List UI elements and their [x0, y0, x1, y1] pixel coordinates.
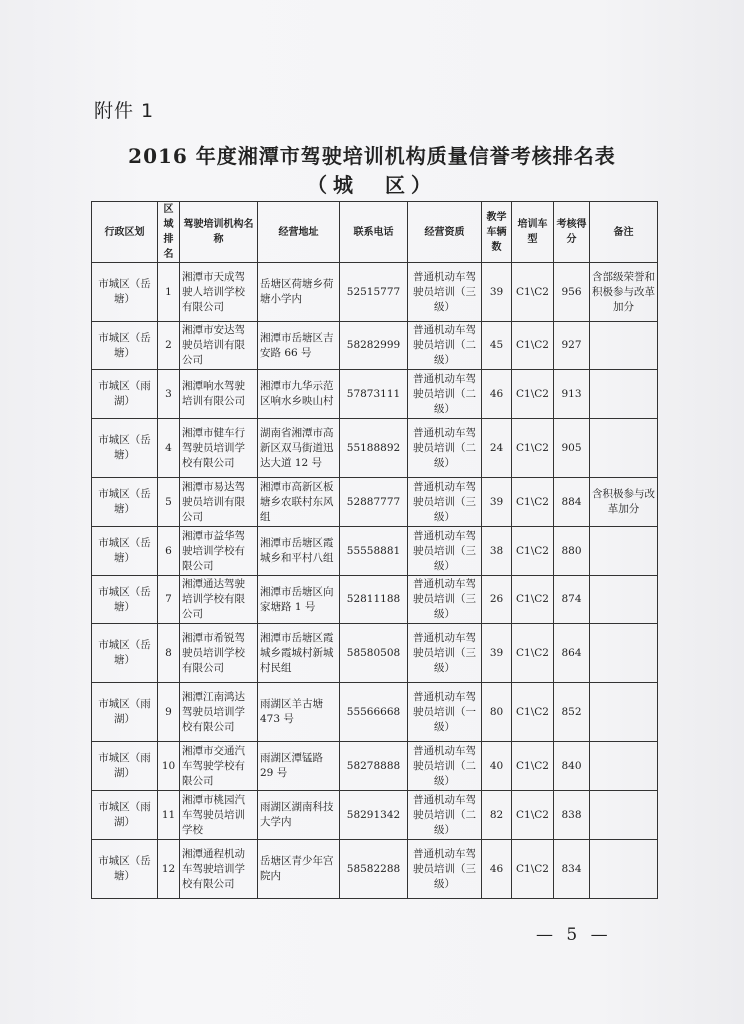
cell-phone: 58582288 [340, 840, 408, 899]
cell-rank: 8 [158, 624, 180, 683]
cell-score: 864 [554, 624, 590, 683]
cell-rank: 6 [158, 527, 180, 576]
table-row [92, 624, 658, 683]
document-title: 2016 年度湘潭市驾驶培训机构质量信誉考核排名表 [128, 144, 616, 168]
page-number: — 5 — [536, 925, 612, 945]
cell-address: 湘潭市岳塘区吉安路 66 号 [258, 322, 340, 370]
cell-rank: 9 [158, 683, 180, 742]
cell-remarks: 含积极参与改革加分 [590, 478, 658, 527]
cell-region: 市城区（岳塘） [92, 419, 158, 478]
cell-org-name: 湘潭市希锐驾驶员培训学校有限公司 [180, 624, 258, 683]
cell-rank: 5 [158, 478, 180, 527]
table-row [92, 527, 658, 576]
cell-score: 874 [554, 576, 590, 624]
cell-address: 雨湖区湖南科技大学内 [258, 791, 340, 840]
cell-score: 834 [554, 840, 590, 899]
cell-phone: 55558881 [340, 527, 408, 576]
cell-remarks [590, 576, 658, 624]
cell-phone: 52515777 [340, 263, 408, 322]
cell-vehicle-type: C1\C2 [512, 683, 554, 742]
cell-org-name: 湘潭市益华驾驶培训学校有限公司 [180, 527, 258, 576]
table-row [92, 370, 658, 419]
cell-vehicle-count: 39 [482, 478, 512, 527]
table-row [92, 791, 658, 840]
cell-remarks [590, 791, 658, 840]
cell-address: 雨湖区潭锰路 29 号 [258, 742, 340, 791]
cell-vehicle-count: 24 [482, 419, 512, 478]
cell-rank: 10 [158, 742, 180, 791]
cell-remarks [590, 683, 658, 742]
cell-vehicle-count: 40 [482, 742, 512, 791]
cell-rank: 11 [158, 791, 180, 840]
cell-score: 880 [554, 527, 590, 576]
header-qualification: 经营资质 [408, 202, 482, 263]
cell-remarks [590, 624, 658, 683]
cell-vehicle-count: 46 [482, 370, 512, 419]
cell-vehicle-type: C1\C2 [512, 263, 554, 322]
header-score: 考核得分 [554, 202, 590, 263]
cell-org-name: 湘潭通程机动车驾驶培训学校有限公司 [180, 840, 258, 899]
cell-rank: 3 [158, 370, 180, 419]
cell-score: 840 [554, 742, 590, 791]
cell-region: 市城区（岳塘） [92, 576, 158, 624]
cell-region: 市城区（雨湖） [92, 791, 158, 840]
cell-qualification: 普通机动车驾驶员培训（二级） [408, 370, 482, 419]
cell-org-name: 湘潭市天成驾驶人培训学校有限公司 [180, 263, 258, 322]
table-row [92, 576, 658, 624]
cell-phone: 58291342 [340, 791, 408, 840]
cell-rank: 12 [158, 840, 180, 899]
cell-score: 852 [554, 683, 590, 742]
header-vehicle-type: 培训车型 [512, 202, 554, 263]
cell-region: 市城区（岳塘） [92, 322, 158, 370]
cell-region: 市城区（岳塘） [92, 624, 158, 683]
cell-region: 市城区（雨湖） [92, 370, 158, 419]
cell-remarks [590, 840, 658, 899]
header-region: 行政区划 [92, 202, 158, 263]
header-rank: 区域排名 [158, 202, 180, 263]
cell-vehicle-type: C1\C2 [512, 742, 554, 791]
cell-address: 湘潭市高新区板塘乡农联村东风组 [258, 478, 340, 527]
cell-phone: 58278888 [340, 742, 408, 791]
cell-address: 湘潭市岳塘区向家塘路 1 号 [258, 576, 340, 624]
cell-address: 岳塘区荷塘乡荷塘小学内 [258, 263, 340, 322]
cell-remarks [590, 370, 658, 419]
table-row [92, 683, 658, 742]
cell-address: 湘潭市岳塘区霞城乡和平村八组 [258, 527, 340, 576]
cell-vehicle-type: C1\C2 [512, 527, 554, 576]
cell-rank: 4 [158, 419, 180, 478]
cell-phone: 57873111 [340, 370, 408, 419]
table-row [92, 478, 658, 527]
cell-qualification: 普通机动车驾驶员培训（二级） [408, 742, 482, 791]
cell-vehicle-type: C1\C2 [512, 576, 554, 624]
cell-region: 市城区（岳塘） [92, 263, 158, 322]
table-row [92, 322, 658, 370]
cell-region: 市城区（岳塘） [92, 478, 158, 527]
cell-rank: 1 [158, 263, 180, 322]
cell-region: 市城区（岳塘） [92, 840, 158, 899]
cell-remarks [590, 322, 658, 370]
header-vehicle-count: 教学车辆数 [482, 202, 512, 263]
table-row [92, 419, 658, 478]
cell-address: 湘潭市岳塘区霞城乡霞城村新城村民组 [258, 624, 340, 683]
table-row [92, 840, 658, 899]
cell-vehicle-count: 39 [482, 624, 512, 683]
cell-vehicle-count: 80 [482, 683, 512, 742]
cell-qualification: 普通机动车驾驶员培训（三级） [408, 624, 482, 683]
cell-vehicle-count: 46 [482, 840, 512, 899]
cell-address: 雨湖区羊古塘 473 号 [258, 683, 340, 742]
cell-remarks [590, 742, 658, 791]
cell-vehicle-count: 26 [482, 576, 512, 624]
cell-org-name: 湘潭市交通汽车驾驶学校有限公司 [180, 742, 258, 791]
cell-address: 岳塘区青少年宫院内 [258, 840, 340, 899]
cell-vehicle-type: C1\C2 [512, 791, 554, 840]
cell-phone: 55566668 [340, 683, 408, 742]
cell-region: 市城区（岳塘） [92, 527, 158, 576]
cell-org-name: 湘潭市安达驾驶员培训有限公司 [180, 322, 258, 370]
cell-vehicle-count: 45 [482, 322, 512, 370]
cell-vehicle-count: 82 [482, 791, 512, 840]
cell-qualification: 普通机动车驾驶员培训（三级） [408, 527, 482, 576]
cell-score: 838 [554, 791, 590, 840]
header-org-name: 驾驶培训机构名称 [180, 202, 258, 263]
cell-vehicle-type: C1\C2 [512, 840, 554, 899]
cell-region: 市城区（雨湖） [92, 742, 158, 791]
table-row [92, 263, 658, 322]
cell-vehicle-count: 39 [482, 263, 512, 322]
cell-org-name: 湘潭通达驾驶培训学校有限公司 [180, 576, 258, 624]
cell-region: 市城区（雨湖） [92, 683, 158, 742]
header-phone: 联系电话 [340, 202, 408, 263]
cell-phone: 58282999 [340, 322, 408, 370]
cell-org-name: 湘潭江南鸿达驾驶员培训学校有限公司 [180, 683, 258, 742]
table-header-row [92, 202, 658, 263]
cell-qualification: 普通机动车驾驶员培训（二级） [408, 419, 482, 478]
attachment-label: 附件 1 [94, 100, 155, 122]
cell-vehicle-type: C1\C2 [512, 624, 554, 683]
cell-qualification: 普通机动车驾驶员培训（一级） [408, 683, 482, 742]
cell-remarks [590, 419, 658, 478]
cell-score: 884 [554, 478, 590, 527]
cell-score: 956 [554, 263, 590, 322]
cell-rank: 7 [158, 576, 180, 624]
cell-score: 905 [554, 419, 590, 478]
cell-score: 913 [554, 370, 590, 419]
cell-phone: 52811188 [340, 576, 408, 624]
cell-org-name: 湘潭响水驾驶培训有限公司 [180, 370, 258, 419]
cell-phone: 55188892 [340, 419, 408, 478]
cell-phone: 52887777 [340, 478, 408, 527]
cell-remarks [590, 527, 658, 576]
cell-qualification: 普通机动车驾驶员培训（二级） [408, 791, 482, 840]
cell-qualification: 普通机动车驾驶员培训（三级） [408, 263, 482, 322]
header-address: 经营地址 [258, 202, 340, 263]
cell-score: 927 [554, 322, 590, 370]
cell-address: 湖南省湘潭市高新区双马街道迅达大道 12 号 [258, 419, 340, 478]
cell-rank: 2 [158, 322, 180, 370]
cell-vehicle-type: C1\C2 [512, 419, 554, 478]
cell-address: 湘潭市九华示范区响水乡映山村 [258, 370, 340, 419]
cell-remarks: 含部级荣誉和积极参与改革加分 [590, 263, 658, 322]
cell-qualification: 普通机动车驾驶员培训（三级） [408, 576, 482, 624]
cell-phone: 58580508 [340, 624, 408, 683]
cell-org-name: 湘潭市桃园汽车驾驶员培训学校 [180, 791, 258, 840]
cell-vehicle-count: 38 [482, 527, 512, 576]
cell-qualification: 普通机动车驾驶员培训（三级） [408, 840, 482, 899]
cell-qualification: 普通机动车驾驶员培训（二级） [408, 322, 482, 370]
ranking-table [91, 201, 658, 899]
table-row [92, 742, 658, 791]
document-subtitle: （城 区） [307, 173, 437, 197]
cell-org-name: 湘潭市健车行驾驶员培训学校有限公司 [180, 419, 258, 478]
header-remarks: 备注 [590, 202, 658, 263]
cell-qualification: 普通机动车驾驶员培训（三级） [408, 478, 482, 527]
cell-vehicle-type: C1\C2 [512, 370, 554, 419]
table-body [92, 263, 658, 899]
cell-vehicle-type: C1\C2 [512, 322, 554, 370]
cell-vehicle-type: C1\C2 [512, 478, 554, 527]
cell-org-name: 湘潭市易达驾驶员培训有限公司 [180, 478, 258, 527]
